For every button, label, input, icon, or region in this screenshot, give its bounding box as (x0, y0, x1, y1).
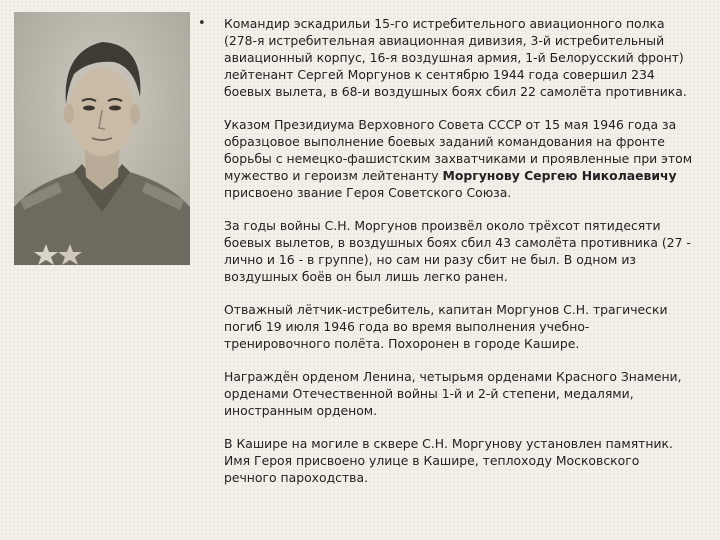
paragraph-memorial: В Кашире на могиле в сквере С.Н. Моргунову установлен памятник. Имя Героя присвоено улице в Кашире, теплоходу Московского речного пароходства. (224, 436, 673, 485)
portrait-photo (14, 12, 190, 265)
biography-text (224, 15, 694, 486)
award-text-end: присвоено звание Героя Советского Союза. (224, 185, 512, 200)
paragraph-death: Отважный лётчик-истребитель, капитан Моргунов С.Н. трагически погиб 19 июля 1946 года во время выполнения учебно-тренировочного полёта. Похоронен в городе Кашире. (224, 302, 668, 351)
bullet-marker: • (198, 16, 206, 31)
paragraph-awards: Награждён орденом Ленина, четырьмя орденами Красного Знамени, орденами Отечественной войны 1-й и 2-й степени, медалями, иностранным орденом. (224, 369, 682, 418)
paragraph-service: Командир эскадрильи 15-го истребительного авиационного полка (278-я истребительная авиационная дивизия, 3-й истребительный авиационный корпус, 16-я воздушная армия, 1-й Белорусский фронт) лейтенант Сергей Моргунов к сентябрю 1944 года совершил 234 боевых вылета, в 68-и воздушных боях сбил 22 самолёта противника. (224, 16, 687, 99)
paragraph-war-record: За годы войны С.Н. Моргунов произвёл около трёхсот пятидесяти боевых вылетов, в воздушных боях сбил 43 самолёта противника (27 - лично и 16 - в группе), но сам ни разу сбит не был. В одном из воздушных боёв он был лишь легко ранен. (224, 218, 691, 284)
hero-name: Моргунову Сергею Николаевичу (442, 168, 677, 183)
award-text-start: Указом Президиума Верховного Совета СССР от 15 мая 1946 года за образцовое выполнение боевых заданий командования на фронте борьбы с немецко-фашистским захватчиками и проявленные при этом мужество и героизм лейтенанту (224, 117, 693, 183)
paragraph-award-decree (224, 116, 694, 201)
